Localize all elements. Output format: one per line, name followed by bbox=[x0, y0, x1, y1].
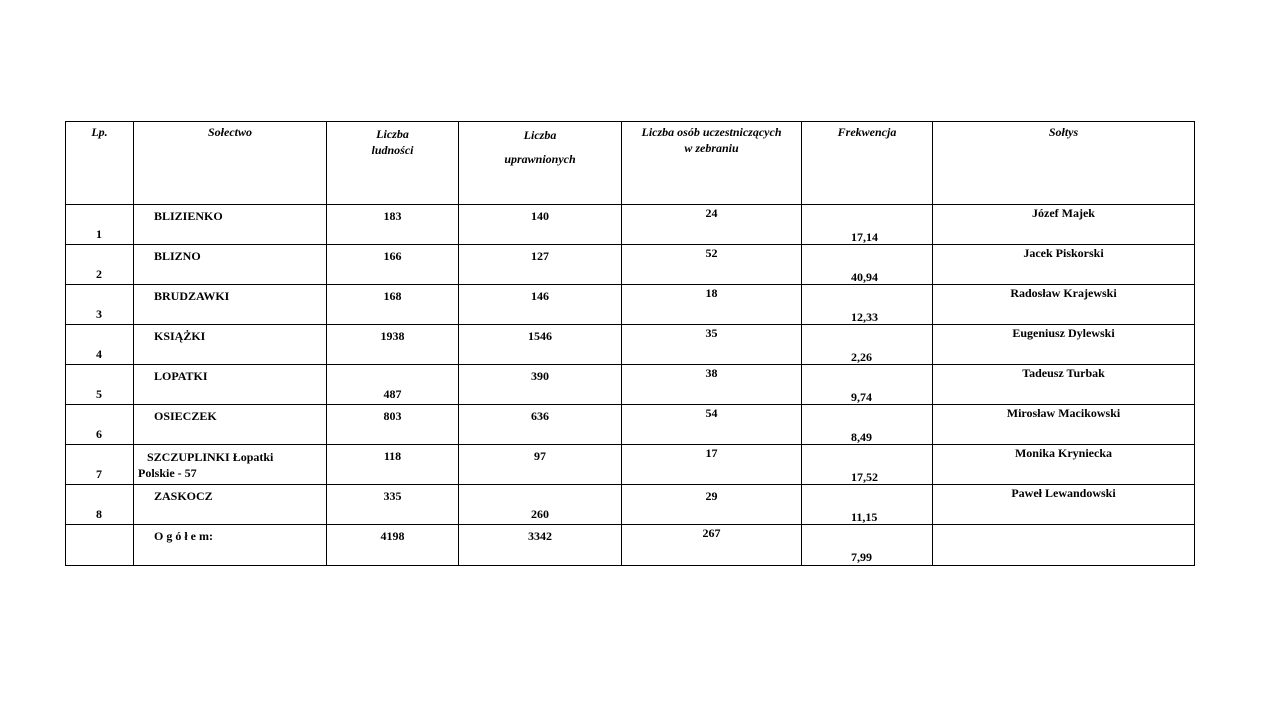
solectwa-table bbox=[65, 121, 1195, 566]
cell-lp: 5 bbox=[66, 365, 134, 405]
cell-frekwencja: 11,15 bbox=[802, 485, 933, 525]
cell-ludnosci: 183 bbox=[327, 205, 459, 245]
cell-uczestniczacych: 54 bbox=[622, 405, 802, 445]
cell-solectwo: ZASKOCZ bbox=[134, 485, 327, 525]
cell-uczestniczacych: 18 bbox=[622, 285, 802, 325]
header-row bbox=[66, 122, 1195, 205]
table-row bbox=[66, 205, 1195, 245]
cell-total-frekwencja: 7,99 bbox=[802, 525, 933, 566]
cell-ludnosci: 168 bbox=[327, 285, 459, 325]
header-frekwencja: Frekwencja bbox=[802, 122, 933, 205]
cell-total-uczestniczacych: 267 bbox=[622, 525, 802, 566]
cell-soltys-empty bbox=[933, 525, 1195, 566]
cell-solectwo: LOPATKI bbox=[134, 365, 327, 405]
cell-ludnosci: 1938 bbox=[327, 325, 459, 365]
cell-soltys: Eugeniusz Dylewski bbox=[933, 325, 1195, 365]
table-row bbox=[66, 325, 1195, 365]
table-row bbox=[66, 245, 1195, 285]
table-row bbox=[66, 365, 1195, 405]
cell-soltys: Mirosław Macikowski bbox=[933, 405, 1195, 445]
cell-lp: 1 bbox=[66, 205, 134, 245]
table-row bbox=[66, 285, 1195, 325]
cell-frekwencja: 12,33 bbox=[802, 285, 933, 325]
cell-uczestniczacych: 35 bbox=[622, 325, 802, 365]
cell-soltys: Tadeusz Turbak bbox=[933, 365, 1195, 405]
cell-ludnosci: 803 bbox=[327, 405, 459, 445]
cell-lp: 8 bbox=[66, 485, 134, 525]
cell-uczestniczacych: 52 bbox=[622, 245, 802, 285]
header-liczba-uczestniczacych: Liczba osób uczestniczących w zebraniu bbox=[622, 122, 802, 205]
header-liczba-ludnosci: Liczba ludności bbox=[327, 122, 459, 205]
cell-uprawnionych: 140 bbox=[459, 205, 622, 245]
cell-uprawnionych: 146 bbox=[459, 285, 622, 325]
cell-uprawnionych: 97 bbox=[459, 445, 622, 485]
cell-lp-empty bbox=[66, 525, 134, 566]
cell-soltys: Radosław Krajewski bbox=[933, 285, 1195, 325]
cell-ludnosci: 166 bbox=[327, 245, 459, 285]
cell-soltys: Józef Majek bbox=[933, 205, 1195, 245]
cell-solectwo: OSIECZEK bbox=[134, 405, 327, 445]
cell-uprawnionych: 127 bbox=[459, 245, 622, 285]
cell-uczestniczacych: 17 bbox=[622, 445, 802, 485]
cell-uprawnionych: 1546 bbox=[459, 325, 622, 365]
cell-uprawnionych: 390 bbox=[459, 365, 622, 405]
cell-lp: 4 bbox=[66, 325, 134, 365]
cell-lp: 7 bbox=[66, 445, 134, 485]
cell-soltys: Jacek Piskorski bbox=[933, 245, 1195, 285]
cell-lp: 6 bbox=[66, 405, 134, 445]
cell-uprawnionych: 636 bbox=[459, 405, 622, 445]
cell-frekwencja: 17,52 bbox=[802, 445, 933, 485]
table-row bbox=[66, 405, 1195, 445]
cell-frekwencja: 17,14 bbox=[802, 205, 933, 245]
cell-solectwo: SZCZUPLINKI Łopatki Polskie - 57 bbox=[134, 445, 327, 485]
header-solectwo: Sołectwo bbox=[134, 122, 327, 205]
cell-solectwo: BLIZIENKO bbox=[134, 205, 327, 245]
cell-solectwo: KSIĄŻKI bbox=[134, 325, 327, 365]
cell-lp: 3 bbox=[66, 285, 134, 325]
cell-total-ludnosci: 4198 bbox=[327, 525, 459, 566]
cell-solectwo: BLIZNO bbox=[134, 245, 327, 285]
cell-uczestniczacych: 29 bbox=[622, 485, 802, 525]
cell-total-label: O g ó ł e m: bbox=[134, 525, 327, 566]
cell-uprawnionych: 260 bbox=[459, 485, 622, 525]
cell-soltys: Paweł Lewandowski bbox=[933, 485, 1195, 525]
table-row bbox=[66, 445, 1195, 485]
cell-solectwo: BRUDZAWKI bbox=[134, 285, 327, 325]
cell-frekwencja: 40,94 bbox=[802, 245, 933, 285]
cell-frekwencja: 8,49 bbox=[802, 405, 933, 445]
table-row bbox=[66, 485, 1195, 525]
cell-ludnosci: 487 bbox=[327, 365, 459, 405]
total-row bbox=[66, 525, 1195, 566]
cell-soltys: Monika Kryniecka bbox=[933, 445, 1195, 485]
cell-frekwencja: 9,74 bbox=[802, 365, 933, 405]
cell-uczestniczacych: 38 bbox=[622, 365, 802, 405]
cell-lp: 2 bbox=[66, 245, 134, 285]
header-soltys: Sołtys bbox=[933, 122, 1195, 205]
cell-total-uprawnionych: 3342 bbox=[459, 525, 622, 566]
header-liczba-uprawnionych: Liczba uprawnionych bbox=[459, 122, 622, 205]
cell-frekwencja: 2,26 bbox=[802, 325, 933, 365]
cell-uczestniczacych: 24 bbox=[622, 205, 802, 245]
cell-ludnosci: 335 bbox=[327, 485, 459, 525]
header-lp: Lp. bbox=[66, 122, 134, 205]
cell-ludnosci: 118 bbox=[327, 445, 459, 485]
